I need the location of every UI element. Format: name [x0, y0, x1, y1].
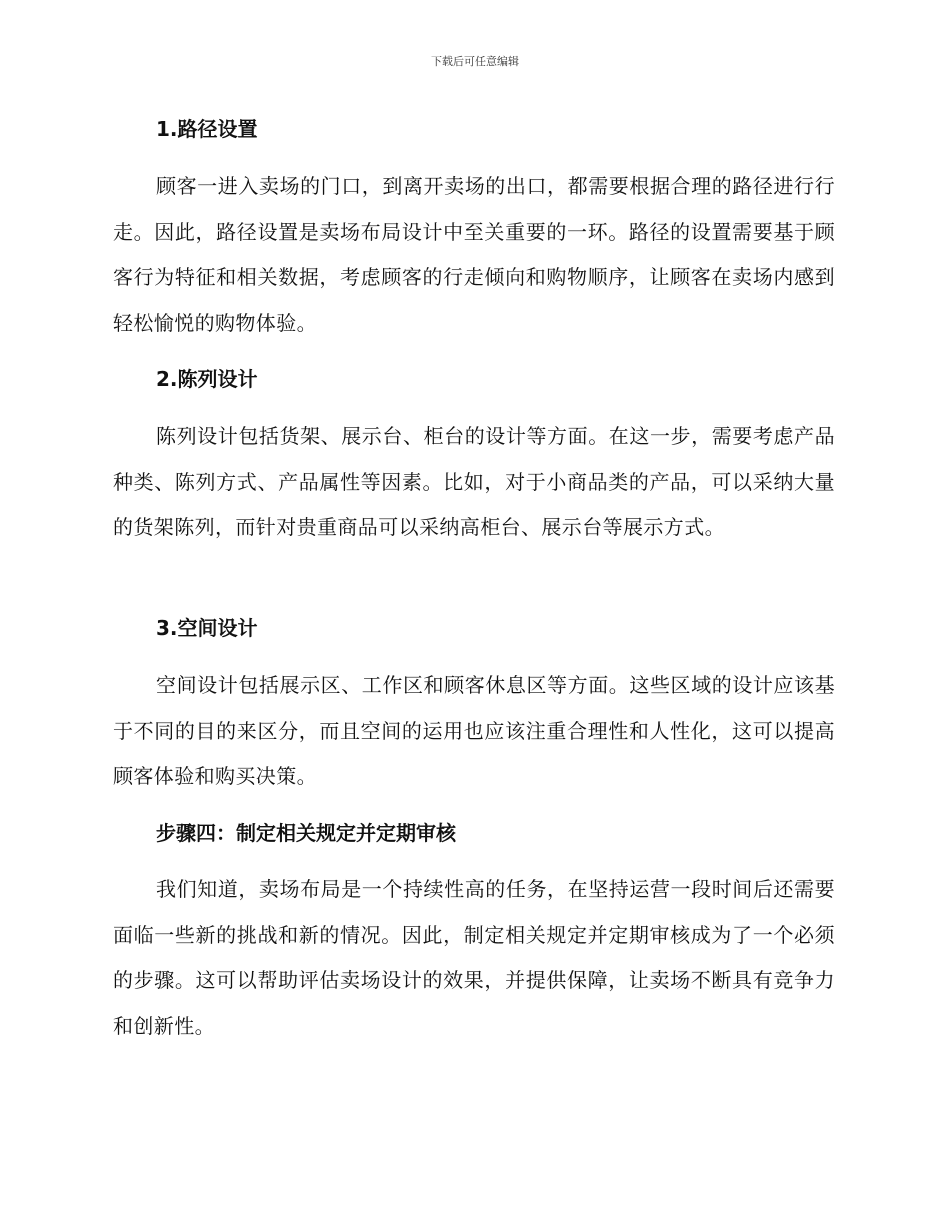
section-paragraph-space: 空间设计包括展示区、工作区和顾客休息区等方面。这些区域的设计应该基于不同的目的来区分，而且空间的运用也应该注重合理性和人性化，这可以提高顾客体验和购买决策。 [113, 673, 835, 788]
section-heading-display: 2.陈列设计 [156, 367, 258, 391]
section-paragraph-display: 陈列设计包括货架、展示台、柜台的设计等方面。在这一步，需要考虑产品种类、陈列方式、产品属性等因素。比如，对于小商品类的产品，可以采纳大量的货架陈列，而针对贵重商品可以采纳高柜台、展示台等展示方式。 [113, 424, 835, 539]
section-heading-step4: 步骤四：制定相关规定并定期审核 [156, 821, 456, 845]
section-paragraph-path: 顾客一进入卖场的门口，到离开卖场的出口，都需要根据合理的路径进行行走。因此，路径设置是卖场布局设计中至关重要的一环。路径的设置需要基于顾客行为特征和相关数据，考虑顾客的行走倾向和购物顺序，让顾客在卖场内感到轻松愉悦的购物体验。 [113, 174, 835, 335]
page-header: 下载后可任意编辑 [431, 55, 519, 68]
section-heading-path: 1.路径设置 [156, 117, 258, 141]
section-heading-space: 3.空间设计 [156, 616, 258, 640]
section-paragraph-step4: 我们知道，卖场布局是一个持续性高的任务，在坚持运营一段时间后还需要面临一些新的挑战和新的情况。因此，制定相关规定并定期审核成为了一个必须的步骤。这可以帮助评估卖场设计的效果，并提供保障，让卖场不断具有竞争力和创新性。 [113, 877, 835, 1038]
